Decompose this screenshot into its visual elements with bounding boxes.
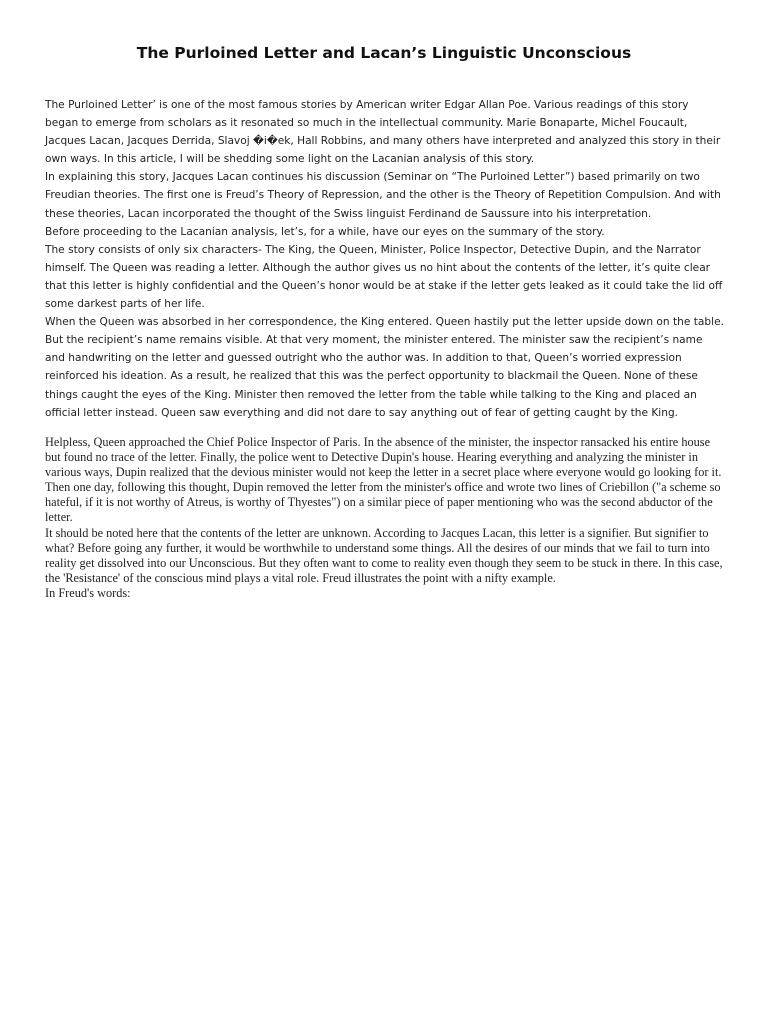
paragraph: In explaining this story, Jacques Lacan continues his discussion (Seminar on “The Purloined Letter”) based primarily on two Freudian theories. The first one is Freud’s Theory of Repression, and the other is the Theory of Repetition Compulsion. And with these theories, Lacan incorporated the thought of the Swiss linguist Ferdinand de Saussure into his interpretation. (45, 171, 721, 220)
paragraph: Before proceeding to the Lacanian analysis, let’s, for a while, have our eyes on the summary of the story. (45, 225, 605, 238)
paragraph: Helpless, Queen approached the Chief Police Inspector of Paris. In the absence of the minister, the inspector ransacked his entire house but found no trace of the letter. Finally, the police went to Detective Dupin's house. Hearing everything and analyzing the minister in various ways, Dupin realized that the devious minister would not keep the letter in a secret place where everyone would go looking for it. Then one day, following this thought, Dupin removed the letter from the minister's office and wrote two lines of Criebillon ("a scheme so hateful, if it is not worthy of Atreus, is worthy of Thyestes") on a similar piece of paper mentioning who was the second abductor of the letter. (45, 435, 722, 525)
continuation-section (45, 435, 725, 601)
paragraph: The Purloined Letter’ is one of the most famous stories by American writer Edgar Allan Poe. Various readings of this story began to emerge from scholars as it resonated so much in the intellectual community. Marie Bonaparte, Michel Foucault, Jacques Lacan, Jacques Derrida, Slavoj �i�ek, Hall Robbins, and many others have interpreted and analyzed this story in their own ways. In this article, I will be shedding some light on the Lacanian analysis of this story. (45, 99, 721, 166)
paragraph: The story consists of only six characters- The King, the Queen, Minister, Police Inspector, Detective Dupin, and the Narrator himself. The Queen was reading a letter. Although the author gives us no hint about the contents of the letter, it’s quite clear that this letter is highly confidential and the Queen’s honor would be at stake if the letter gets leaked as it could take the lid off some darkest parts of her life. (45, 243, 723, 311)
intro-section (45, 96, 725, 422)
paragraph: It should be noted here that the contents of the letter are unknown. According to Jacques Lacan, this letter is a signifier. But signifier to what? Before going any further, it would be worthwhile to understand some things. All the desires of our minds that we fail to turn into reality get dissolved into our Unconscious. But they often want to come to reality even though they seem to be stuck in there. In this case, the 'Resistance' of the conscious mind plays a vital role. Freud illustrates the point with a nifty example. (45, 525, 723, 585)
paragraph: In Freud's words: (45, 585, 131, 600)
document-title: The Purloined Letter and Lacan’s Linguistic Unconscious (136, 44, 632, 62)
paragraph: When the Queen was absorbed in her correspondence, the King entered. Queen hastily put the letter upside down on the table. But the recipient’s name remains visible. At that very moment, the minister entered. The minister saw the recipient’s name and handwriting on the letter and guessed outright who the author was. In addition to that, Queen’s worried expression reinforced his ideation. As a result, he realized that this was the perfect opportunity to blackmail the Queen. None of these things caught the eyes of the King. Minister then removed the letter from the table while talking to the King and placed an official letter instead. Queen saw everything and did not dare to say anything out of fear of getting caught by the King. (45, 316, 724, 419)
